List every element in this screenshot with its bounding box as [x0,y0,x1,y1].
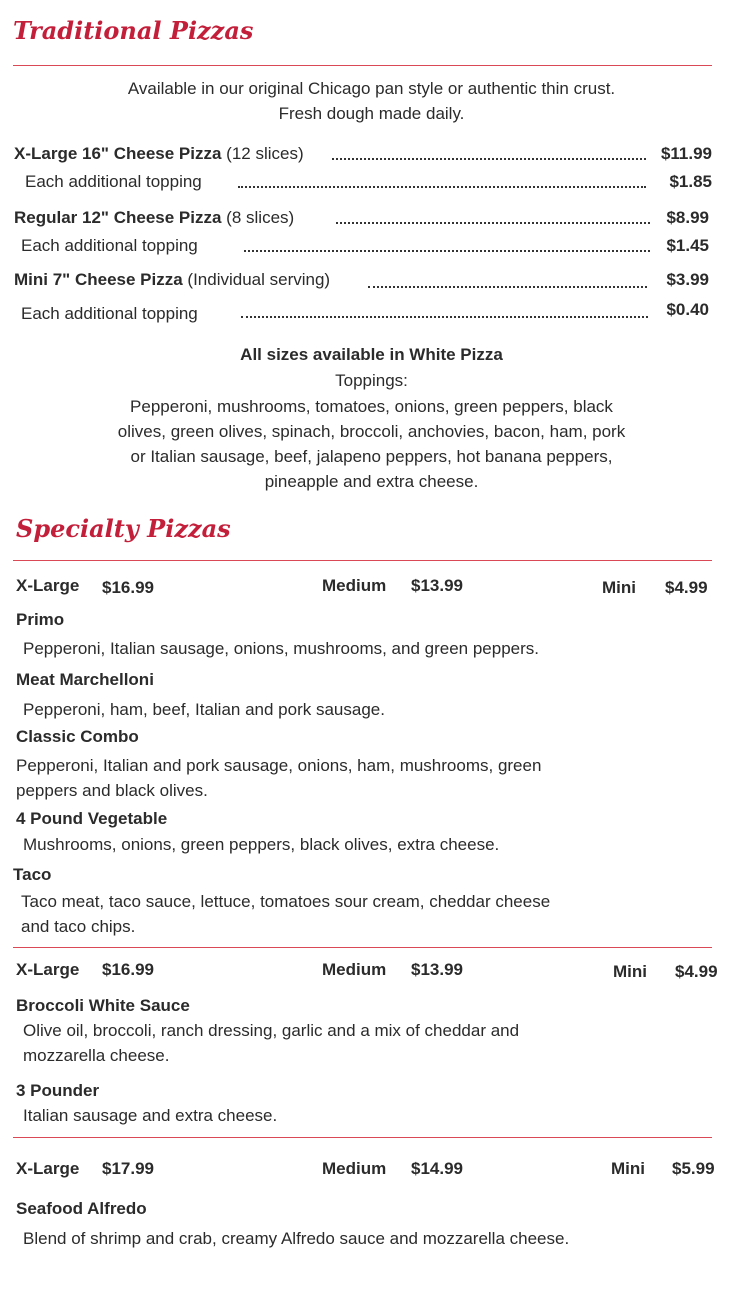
description-line: and taco chips. [21,917,136,936]
pizza-description [16,753,541,803]
size-label-xlarge: X-Large [16,576,80,595]
description-line: Taco meat, taco sauce, lettuce, tomatoes sour cream, cheddar cheese [21,892,551,911]
pizza-description: Mushrooms, onions, green peppers, black olives, extra cheese. [23,835,500,854]
dot-leader [368,286,647,288]
menu-item-name: X-Large 16" Cheese Pizza (12 slices) [14,144,304,163]
traditional-title: Traditional Pizzas [13,16,254,45]
pizza-name: Taco [13,865,52,884]
menu-item-price: $11.99 [660,144,712,163]
size-price-medium: $14.99 [411,1159,463,1178]
pizza-name: Primo [16,610,65,629]
traditional-intro [13,76,730,126]
pizza-description: Italian sausage and extra cheese. [23,1106,278,1125]
size-label-xlarge: X-Large [16,1159,80,1178]
pizza-description [23,1018,519,1068]
section-divider [13,560,712,561]
toppings-line: or Italian sausage, beef, jalapeno peppers, hot banana peppers, [130,447,613,466]
intro-line: Fresh dough made daily. [278,104,465,123]
topping-label: Each additional topping [21,304,198,323]
toppings-line: olives, green olives, spinach, broccoli, anchovies, bacon, ham, pork [117,422,626,441]
size-price-xlarge: $16.99 [102,960,154,979]
pizza-name: 3 Pounder [16,1081,100,1100]
description-line: mozzarella cheese. [23,1046,170,1065]
description-line: peppers and black olives. [16,781,208,800]
intro-line: Available in our original Chicago pan style or authentic thin crust. [127,79,616,98]
dot-leader [241,316,648,318]
size-label-mini: Mini [613,962,647,981]
menu-item-price: $3.99 [666,270,709,289]
dot-leader [332,158,646,160]
group-divider [13,947,712,948]
section-divider [13,65,712,66]
size-label-xlarge: X-Large [16,960,80,979]
specialty-title: Specialty Pizzas [16,514,231,543]
size-price-mini: $4.99 [665,578,708,597]
dot-leader [238,186,646,188]
dot-leader [244,250,650,252]
size-label-medium: Medium [322,960,387,979]
toppings-list [13,394,730,494]
pizza-name: Meat Marchelloni [16,670,154,689]
pizza-name: Broccoli White Sauce [16,996,190,1015]
size-label-medium: Medium [322,576,387,595]
pizza-name: Seafood Alfredo [16,1199,147,1218]
toppings-heading: Toppings: [335,371,408,390]
pizza-description: Pepperoni, Italian sausage, onions, mushrooms, and green peppers. [23,639,539,658]
size-label-mini: Mini [602,578,636,597]
topping-label: Each additional topping [25,172,202,191]
topping-price: $0.40 [666,300,709,319]
menu-item-name: Regular 12" Cheese Pizza (8 slices) [14,208,295,227]
size-price-mini: $4.99 [675,962,718,981]
size-price-mini: $5.99 [672,1159,715,1178]
menu-item-price: $8.99 [666,208,709,227]
topping-price: $1.45 [666,236,709,255]
dot-leader [336,222,650,224]
size-price-medium: $13.99 [411,960,463,979]
menu-item-name: Mini 7" Cheese Pizza (Individual serving) [14,270,331,289]
size-label-medium: Medium [322,1159,387,1178]
pizza-name: Classic Combo [16,727,139,746]
topping-label: Each additional topping [21,236,198,255]
group-divider [13,1137,712,1138]
size-price-medium: $13.99 [411,576,463,595]
toppings-line: Pepperoni, mushrooms, tomatoes, onions, green peppers, black [130,397,613,416]
size-price-xlarge: $17.99 [102,1159,154,1178]
toppings-line: pineapple and extra cheese. [264,472,479,491]
pizza-description: Pepperoni, ham, beef, Italian and pork sausage. [23,700,385,719]
pizza-description [21,889,550,939]
size-label-mini: Mini [611,1159,645,1178]
pizza-name: 4 Pound Vegetable [16,809,168,828]
pizza-description: Blend of shrimp and crab, creamy Alfredo sauce and mozzarella cheese. [23,1229,570,1248]
size-price-xlarge: $16.99 [102,578,154,597]
white-pizza-note: All sizes available in White Pizza [240,345,503,364]
description-line: Olive oil, broccoli, ranch dressing, garlic and a mix of cheddar and [23,1021,520,1040]
description-line: Pepperoni, Italian and pork sausage, onions, ham, mushrooms, green [16,756,542,775]
topping-price: $1.85 [669,172,712,191]
